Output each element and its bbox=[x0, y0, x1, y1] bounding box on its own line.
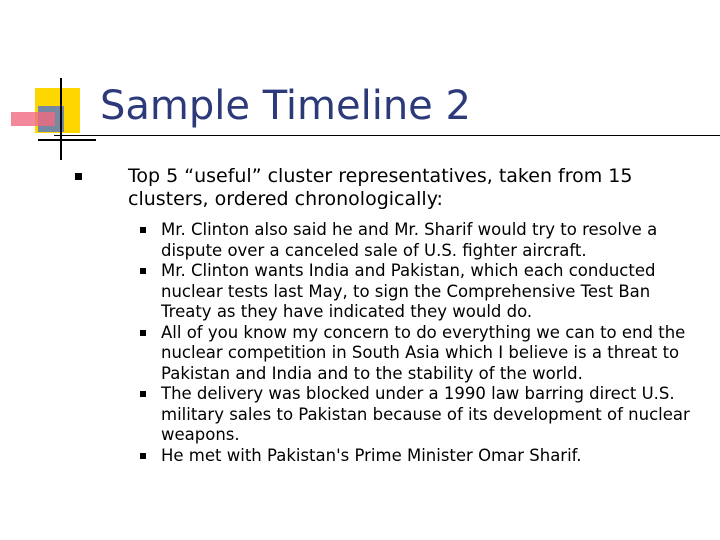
square-bullet-icon bbox=[140, 268, 146, 274]
main-bullet-text: Top 5 “useful” cluster representatives, taken from 15 clusters, ordered chronologically: bbox=[128, 165, 633, 210]
main-bullet-list bbox=[75, 165, 705, 211]
square-bullet-icon bbox=[140, 330, 146, 336]
sub-bullet-text: He met with Pakistan's Prime Minister Omar Sharif. bbox=[161, 445, 582, 465]
main-bullet-item bbox=[75, 165, 705, 211]
title-divider bbox=[54, 135, 720, 136]
sub-bullet-item bbox=[140, 384, 705, 446]
square-bullet-icon bbox=[140, 227, 146, 233]
sub-bullet-text: All of you know my concern to do everything we can to end the nuclear competition in South Asia which I believe is a threat to Pakistan and India and to the stability of the world. bbox=[161, 322, 686, 383]
sub-bullet-list bbox=[140, 220, 705, 466]
logo-red-bar bbox=[11, 112, 55, 126]
square-bullet-icon bbox=[140, 391, 146, 397]
sub-bullet-item bbox=[140, 323, 705, 385]
slide-title: Sample Timeline 2 bbox=[100, 83, 471, 129]
sub-bullet-item bbox=[140, 261, 705, 323]
square-bullet-icon bbox=[140, 453, 146, 459]
sub-bullet-text: Mr. Clinton wants India and Pakistan, which each conducted nuclear tests last May, to sign the Comprehensive Test Ban Treaty as they have indicated they would do. bbox=[161, 261, 656, 321]
sub-bullet-text: Mr. Clinton also said he and Mr. Sharif would try to resolve a dispute over a canceled sale of U.S. fighter aircraft. bbox=[161, 220, 658, 260]
sub-bullet-item bbox=[140, 220, 705, 261]
sub-bullet-text: The delivery was blocked under a 1990 law barring direct U.S. military sales to Pakistan because of its development of nuclear weapons. bbox=[161, 384, 690, 444]
square-bullet-icon bbox=[75, 173, 82, 180]
sub-bullet-item bbox=[140, 446, 705, 467]
